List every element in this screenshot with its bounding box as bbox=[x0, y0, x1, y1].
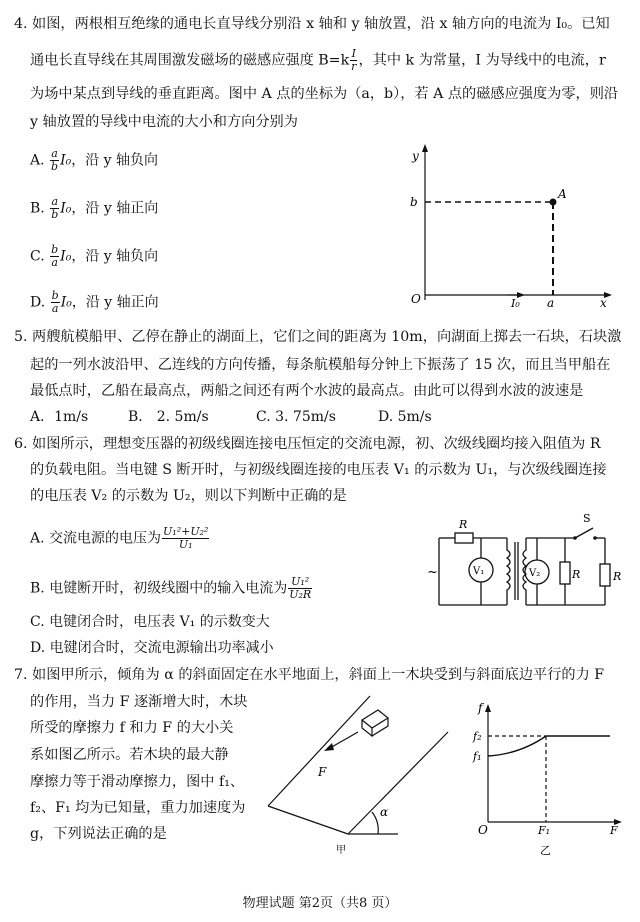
q7-line-6: f₂、F₁ 均为已知量，重力加速度为 bbox=[30, 800, 246, 816]
frac-den: a bbox=[51, 256, 58, 269]
option-fraction bbox=[50, 196, 59, 221]
q4-line-1: 4. 如图，两根相互绝缘的通电长直导线分别沿 x 轴和 y 轴放置，沿 x 轴方向的电流为 I₀。已知 bbox=[14, 16, 610, 32]
switch-contact bbox=[593, 536, 597, 540]
option-text: B. 电键断开时，初级线圈中的输入电流为 bbox=[30, 580, 288, 597]
q5-line-3: 最低点时，乙船在最高点，两船之间还有两个水波的最高点。由此可以得到水波的波速是 bbox=[30, 383, 584, 399]
block-side bbox=[362, 720, 372, 736]
a-label: a bbox=[547, 296, 555, 310]
q7-line-4: 系如图乙所示。若木块的最大静 bbox=[30, 747, 229, 763]
incline-left-edge bbox=[268, 696, 370, 806]
q7-figure-jia bbox=[262, 688, 452, 860]
q4-line-2 bbox=[30, 48, 606, 73]
switch-label: S bbox=[583, 512, 591, 525]
a-point-label: A bbox=[558, 187, 567, 201]
frac-num: a bbox=[51, 195, 58, 208]
q4-option-b[interactable] bbox=[30, 196, 158, 221]
option-label: A. bbox=[30, 152, 45, 169]
b-label: b bbox=[410, 195, 418, 209]
frac-num: U₁² bbox=[288, 576, 312, 589]
F-label: F bbox=[610, 824, 618, 837]
resistor-r2 bbox=[560, 562, 570, 584]
angle-arc bbox=[372, 812, 378, 834]
resistor-r3 bbox=[600, 564, 610, 586]
q5-option-d[interactable]: D. 5m/s bbox=[378, 409, 432, 425]
y-label: y bbox=[412, 149, 419, 163]
frac-num: a bbox=[51, 147, 58, 160]
option-symbol: I₀ bbox=[60, 294, 72, 311]
option-symbol: I₀ bbox=[60, 152, 72, 169]
F1-label: F₁ bbox=[538, 824, 551, 837]
switch-s bbox=[575, 528, 593, 538]
force-label: F bbox=[318, 765, 327, 779]
origin-label: O bbox=[478, 823, 488, 837]
q4-frac-num: I bbox=[351, 47, 356, 60]
q5-option-b[interactable]: B． 2. 5m/s bbox=[128, 409, 209, 425]
q4-option-d[interactable] bbox=[30, 290, 159, 315]
caption-jia: 甲 bbox=[336, 845, 346, 856]
q4-line-4: y 轴放置的导线中电流的大小和方向分别为 bbox=[30, 114, 298, 130]
q7-line-1: 7. 如图甲所示，倾角为 α 的斜面固定在水平地面上，斜面上一木块受到与斜面底边平行的力 F bbox=[14, 667, 605, 683]
q7-line-5: 摩擦力等于滑动摩擦力，图中 f₁、 bbox=[30, 774, 245, 790]
r2-label: R bbox=[572, 568, 581, 581]
block bbox=[362, 710, 388, 728]
v2-label: V₂ bbox=[529, 568, 541, 579]
point-a-dot bbox=[550, 199, 557, 206]
option-symbol: I₀ bbox=[60, 200, 72, 217]
x-label: x bbox=[600, 296, 607, 310]
option-fraction bbox=[50, 244, 59, 269]
frac-den: b bbox=[51, 160, 59, 173]
origin-label: O bbox=[411, 292, 421, 306]
q7-line-3: 所受的摩擦力 f 和力 F 的大小关 bbox=[30, 720, 234, 736]
q6-option-c[interactable]: C. 电键闭合时，电压表 V₁ 的示数变大 bbox=[30, 614, 270, 630]
f-axis-arrow-icon bbox=[485, 704, 491, 712]
f1-label: f₁ bbox=[473, 750, 482, 763]
option-text: ，沿 y 轴负向 bbox=[71, 152, 159, 169]
y-axis-arrow-icon bbox=[422, 144, 428, 152]
q6-option-d[interactable]: D. 电键闭合时，交流电源输出功率减小 bbox=[30, 640, 274, 656]
page-footer: 物理试题 第2页（共8 页） bbox=[242, 896, 398, 911]
option-fraction bbox=[162, 526, 209, 551]
q6-option-a[interactable] bbox=[30, 526, 210, 551]
frac-den: a bbox=[51, 302, 59, 315]
frac-num: U₁²+U₂² bbox=[163, 525, 209, 538]
frac-den: U₂R bbox=[289, 588, 312, 601]
option-text: ，沿 y 轴正向 bbox=[71, 200, 159, 217]
r3-label: R bbox=[613, 570, 622, 583]
q7-line-7: g，下列说法正确的是 bbox=[30, 826, 167, 842]
q6-line-3: 的电压表 V₂ 的示数为 U₂，则以下判断中正确的是 bbox=[30, 488, 347, 504]
i0-label: I₀ bbox=[511, 297, 520, 310]
frac-den: b bbox=[51, 208, 59, 221]
q4-formula-fraction bbox=[350, 48, 357, 73]
incline-bottom-left bbox=[268, 806, 348, 834]
incline-right-edge bbox=[348, 732, 448, 834]
q5-option-c[interactable]: C. 3. 75m/s bbox=[256, 409, 336, 425]
q4-line-2-post: ，其中 k 为常量，I 为导线中的电流，r bbox=[358, 52, 606, 69]
q4-coordinate-figure bbox=[400, 140, 620, 310]
f2-label: f₂ bbox=[473, 730, 482, 743]
option-fraction bbox=[288, 576, 312, 601]
option-fraction bbox=[50, 148, 59, 173]
caption-yi: 乙 bbox=[540, 844, 551, 857]
q6-line-1: 6. 如图所示，理想变压器的初级线圈连接电压恒定的交流电源，初、次级线圈均接入阻值为 R bbox=[14, 436, 601, 452]
switch-contact bbox=[573, 536, 577, 540]
option-text: A. 交流电源的电压为 bbox=[30, 530, 162, 547]
q5-line-1: 5. 两艘航模船甲、乙停在静止的湖面上，它们之间的距离为 10m，向湖面上掷去一石块，石块激 bbox=[14, 329, 622, 345]
option-label: D. bbox=[30, 294, 46, 311]
primary-coil bbox=[507, 538, 510, 605]
q7-figure-yi bbox=[460, 696, 630, 864]
q6-line-2: 的负载电阻。当电键 S 断开时，与初级线圈连接的电压表 V₁ 的示数为 U₁，与次级线圈连接 bbox=[30, 462, 607, 478]
option-label: B. bbox=[30, 200, 45, 217]
alpha-label: α bbox=[380, 805, 389, 819]
option-fraction bbox=[51, 290, 60, 315]
frac-num: b bbox=[51, 289, 59, 302]
frac-den: U₁ bbox=[178, 538, 193, 551]
f-label: f bbox=[478, 701, 483, 715]
q4-line-3: 为场中某点到导线的垂直距离。图中 A 点的坐标为（a，b），若 A 点的磁感应强度为零，则沿 bbox=[30, 86, 619, 102]
friction-curve bbox=[488, 736, 546, 756]
q5-line-2: 起的一列水波沿甲、乙连线的方向传播，每条航模船每分钟上下振荡了 15 次，而且当甲船在 bbox=[30, 357, 611, 373]
frac-num: b bbox=[51, 243, 59, 256]
q4-option-a[interactable] bbox=[30, 148, 158, 173]
q7-line-2: 的作用，当力 F 逐渐增大时，木块 bbox=[30, 694, 248, 710]
option-symbol: I₀ bbox=[60, 248, 72, 265]
r1-label: R bbox=[459, 518, 468, 531]
option-text: ，沿 y 轴正向 bbox=[71, 294, 159, 311]
q4-option-c[interactable] bbox=[30, 244, 158, 269]
q6-option-b[interactable] bbox=[30, 576, 313, 601]
q4-frac-den: r bbox=[351, 60, 357, 73]
q5-option-a[interactable]: A．1m/s bbox=[30, 409, 89, 425]
q6-circuit-figure bbox=[425, 510, 630, 615]
option-label: C. bbox=[30, 248, 45, 265]
ac-source-icon: ~ bbox=[427, 565, 438, 580]
q4-line-2-pre: 通电长直导线在其周围激发磁场的磁感应强度 B=k bbox=[30, 52, 350, 69]
resistor-r1 bbox=[455, 533, 473, 543]
option-text: ，沿 y 轴负向 bbox=[71, 248, 159, 265]
v1-label: V₁ bbox=[473, 566, 485, 577]
